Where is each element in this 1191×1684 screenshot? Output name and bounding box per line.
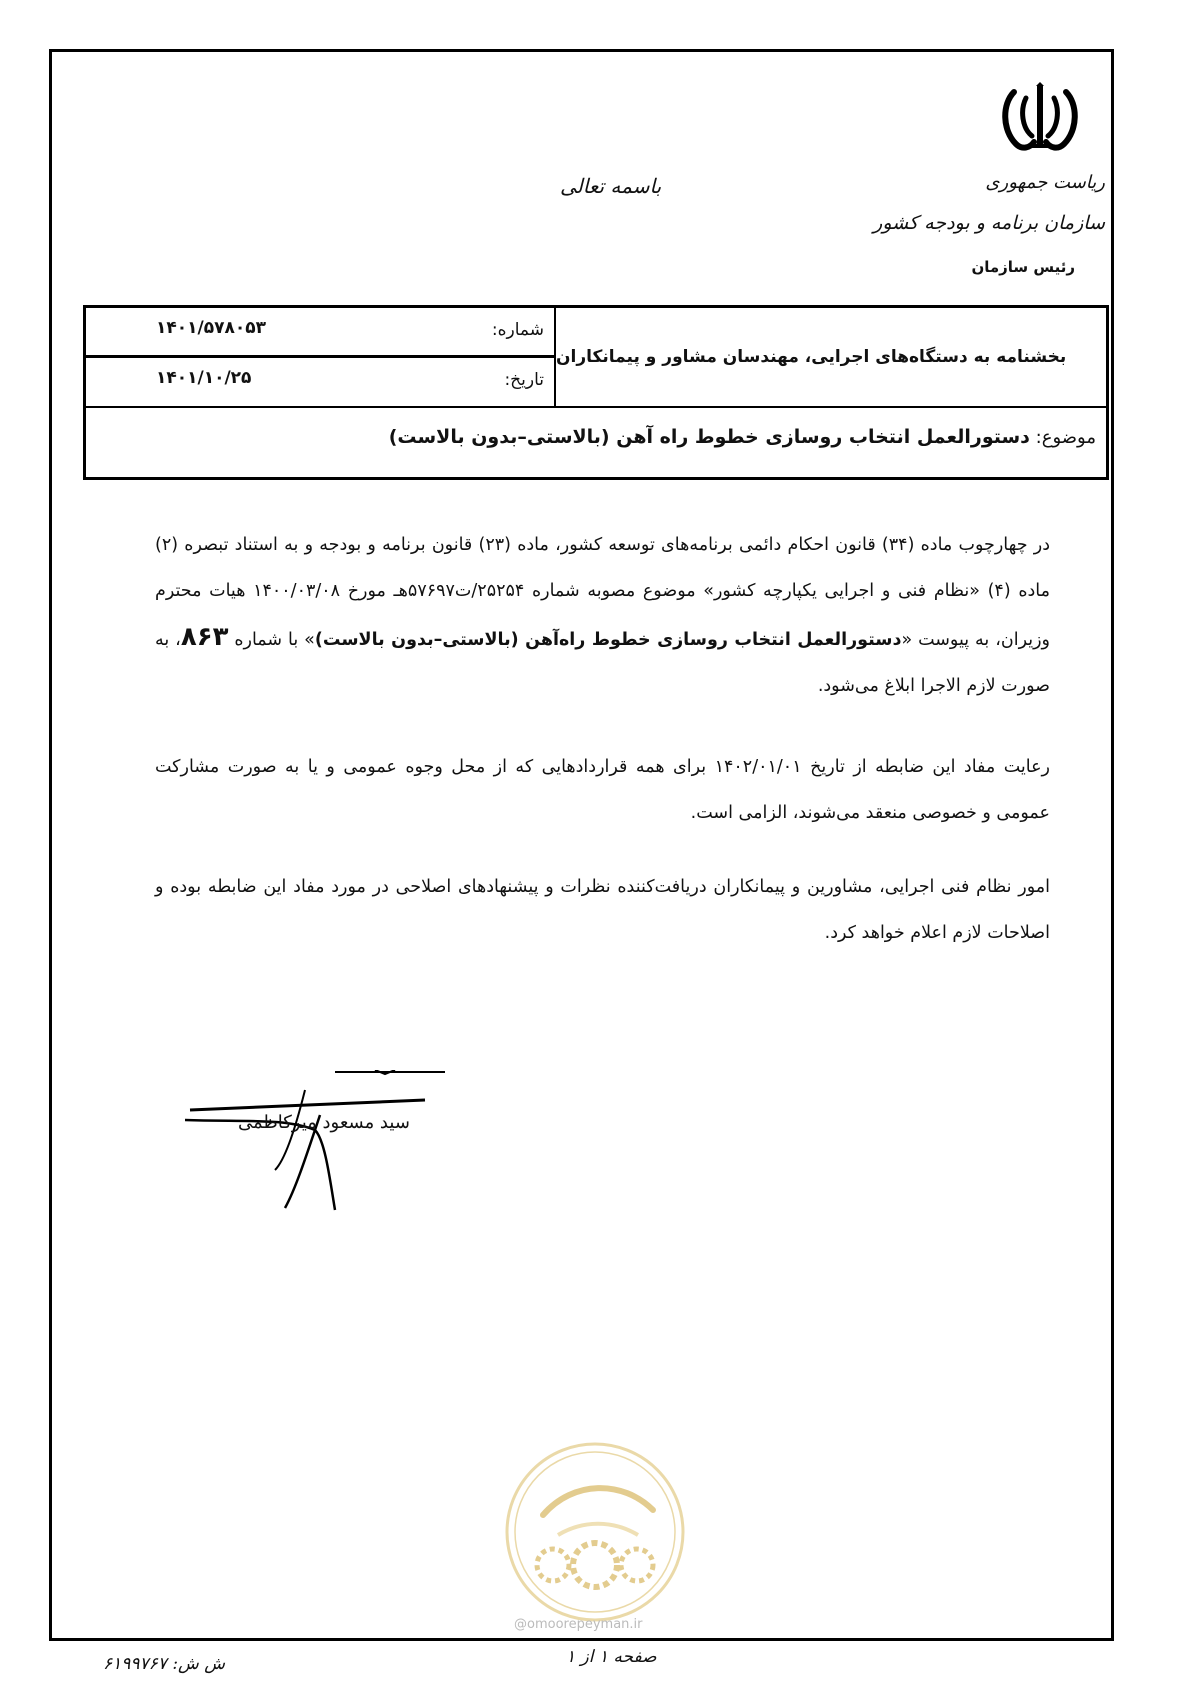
body-paragraph-2: رعایت مفاد این ضابطه از تاریخ ۱۴۰۲/۰۱/۰۱ برای همه قراردادهایی که از محل وجوه عمومی و یا به صورت مشارکت عمومی و خصوصی منعقد می‌شوند، الزامی است. [155,757,1050,823]
watermark-url: @omoorepeyman.ir [514,1617,643,1632]
subject-label: موضوع: [1035,427,1096,448]
addressee [556,308,1106,406]
table-divider [86,406,1106,408]
p1-text-a: در چهارچوب ماده (۳۴) قانون احکام دائمی برنامه‌های توسعه کشور، ماده (۲۳) قانون برنامه و بودجه و به استناد تبصره (۲) ماده (۴) «نظام فنی و اجرایی یکپارچه کشور» موضوع مصوبه شماره ۲۵۲۵۴/ت۵۷۶۹۷هـ مورخ ۱۴۰۰/۰۳/۰۸ هیات محترم وزیران، به پیوست « [155,535,1050,650]
handwritten-signature [185,1070,465,1220]
body-paragraph-1 [155,522,1050,709]
date-value: ۱۴۰۱/۱۰/۲۵ [156,368,252,388]
signatory-name: سید مسعود میرکاظمی [238,1112,410,1133]
page-number: صفحه ۱ از ۱ [566,1647,657,1667]
invocation: باسمه تعالی [560,174,662,198]
p1-bold-title: دستورالعمل انتخاب روسازی خطوط راه‌آهن (بالاستی–بدون بالاست) [314,630,902,650]
number-row [86,308,554,358]
info-table [83,305,1109,480]
subject-value: دستورالعمل انتخاب روسازی خطوط راه آهن (بالاستی–بدون بالاست) [388,426,1030,448]
number-value: ۱۴۰۱/۵۷۸۰۵۳ [156,318,266,338]
date-label: تاریخ: [504,370,544,390]
iran-emblem-icon [1000,82,1080,154]
date-row [86,358,554,406]
p1-text-b: » با شماره [228,630,315,650]
number-date-cell [86,308,556,408]
number-label: شماره: [491,320,544,340]
watermark-stamp-icon [503,1440,688,1625]
addressee-text: بخشنامه به دستگاه‌های اجرایی، مهندسان مشاور و پیمانکاران [556,347,1067,367]
header-organization: سازمان برنامه و بودجه کشور [873,212,1105,234]
p1-code-number: ۸۶۳ [180,622,229,652]
subject [389,426,1096,448]
body-paragraph-3: امور نظام فنی اجرایی، مشاورین و پیمانکاران دریافت‌کننده نظرات و پیشنهادهای اصلاحی در مورد مفاد این ضابطه بوده و اصلاحات لازم اعلام خواهد کرد. [155,877,1050,943]
header-head-title: رئیس سازمان [971,258,1075,276]
header-presidency: ریاست جمهوری [985,172,1105,193]
serial-number: ش ش: ۶۱۹۹۷۶۷ [103,1654,225,1674]
page-border [49,49,1114,1641]
p1-text-c: ، به صورت لازم الاجرا ابلاغ می‌شود. [155,630,1050,696]
